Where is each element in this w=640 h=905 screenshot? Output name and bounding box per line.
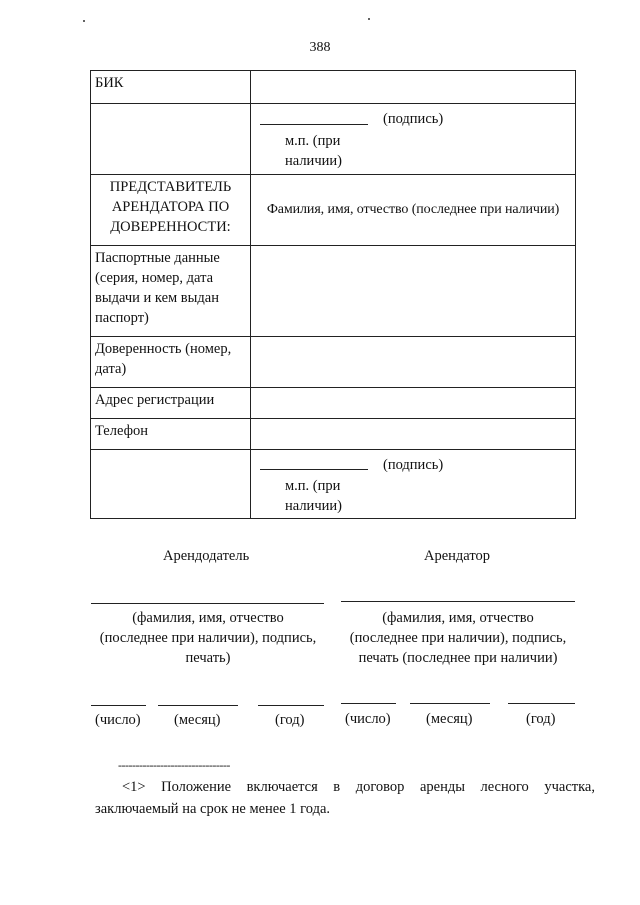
signature-line[interactable] [260, 469, 368, 470]
lessor-day-label: (число) [95, 712, 141, 728]
footnote-line-2: заключаемый на срок не менее 1 года. [95, 801, 331, 817]
table-row [91, 337, 576, 388]
table-row [91, 175, 576, 246]
footnote-line-1: <1> Положение включается в договор аренды лесного участка, [122, 779, 595, 795]
phone-label: Телефон [91, 419, 251, 450]
lessor-year-line[interactable] [258, 705, 324, 706]
table-row [91, 388, 576, 419]
representative-heading: ПРЕДСТАВИТЕЛЬ АРЕНДАТОРА ПО ДОВЕРЕННОСТИ: [91, 175, 251, 246]
passport-label: Паспортные данные (серия, номер, дата выдачи и кем выдан паспорт) [91, 246, 251, 337]
seal-note: м.п. (при наличии) [285, 133, 342, 169]
requisites-table [90, 70, 576, 519]
representative-signature-cell [251, 450, 576, 519]
lessor-title: Арендодатель [163, 548, 250, 564]
representative-fio-label: Фамилия, имя, отчество (последнее при наличии) [251, 175, 576, 246]
lessee-title: Арендатор [424, 548, 491, 564]
lessee-year-label: (год) [526, 711, 556, 727]
empty-cell [91, 104, 251, 175]
footnote-separator: -------------------------------- [118, 758, 230, 772]
empty-cell [91, 450, 251, 519]
lessee-signature-line[interactable] [341, 601, 575, 602]
passport-value-field[interactable] [251, 246, 576, 337]
footnote [95, 776, 595, 820]
lessee-month-label: (месяц) [426, 711, 473, 727]
signature-line[interactable] [260, 124, 368, 125]
lessor-year-label: (год) [275, 712, 305, 728]
power-of-attorney-field[interactable] [251, 337, 576, 388]
lessor-month-line[interactable] [158, 705, 238, 706]
seal-note: м.п. (при наличии) [285, 478, 342, 514]
scan-speck [83, 20, 85, 22]
lessor-signature-line[interactable] [91, 603, 324, 604]
bik-value-field[interactable] [251, 71, 576, 104]
signature-label: (подпись) [383, 457, 444, 473]
bik-label: БИК [91, 71, 251, 104]
phone-field[interactable] [251, 419, 576, 450]
lessee-month-line[interactable] [410, 703, 490, 704]
table-row [91, 71, 576, 104]
lessor-fio-caption: (фамилия, имя, отчество (последнее при наличии), подпись, печать) [99, 610, 317, 666]
lessor-month-label: (месяц) [174, 712, 221, 728]
scan-speck [368, 18, 370, 20]
power-of-attorney-label: Доверенность (номер, дата) [91, 337, 251, 388]
table-row [91, 246, 576, 337]
table-row [91, 419, 576, 450]
signature-label: (подпись) [383, 111, 444, 127]
address-label: Адрес регистрации [91, 388, 251, 419]
address-field[interactable] [251, 388, 576, 419]
lessee-signature-cell [251, 104, 576, 175]
lessee-day-label: (число) [345, 711, 391, 727]
table-row [91, 104, 576, 175]
lessee-year-line[interactable] [508, 703, 575, 704]
page-number: 388 [309, 40, 331, 55]
lessee-fio-caption: (фамилия, имя, отчество (последнее при наличии), подпись, печать (последнее при наличии) [349, 610, 567, 666]
lessor-day-line[interactable] [91, 705, 146, 706]
lessee-day-line[interactable] [341, 703, 396, 704]
table-row [91, 450, 576, 519]
